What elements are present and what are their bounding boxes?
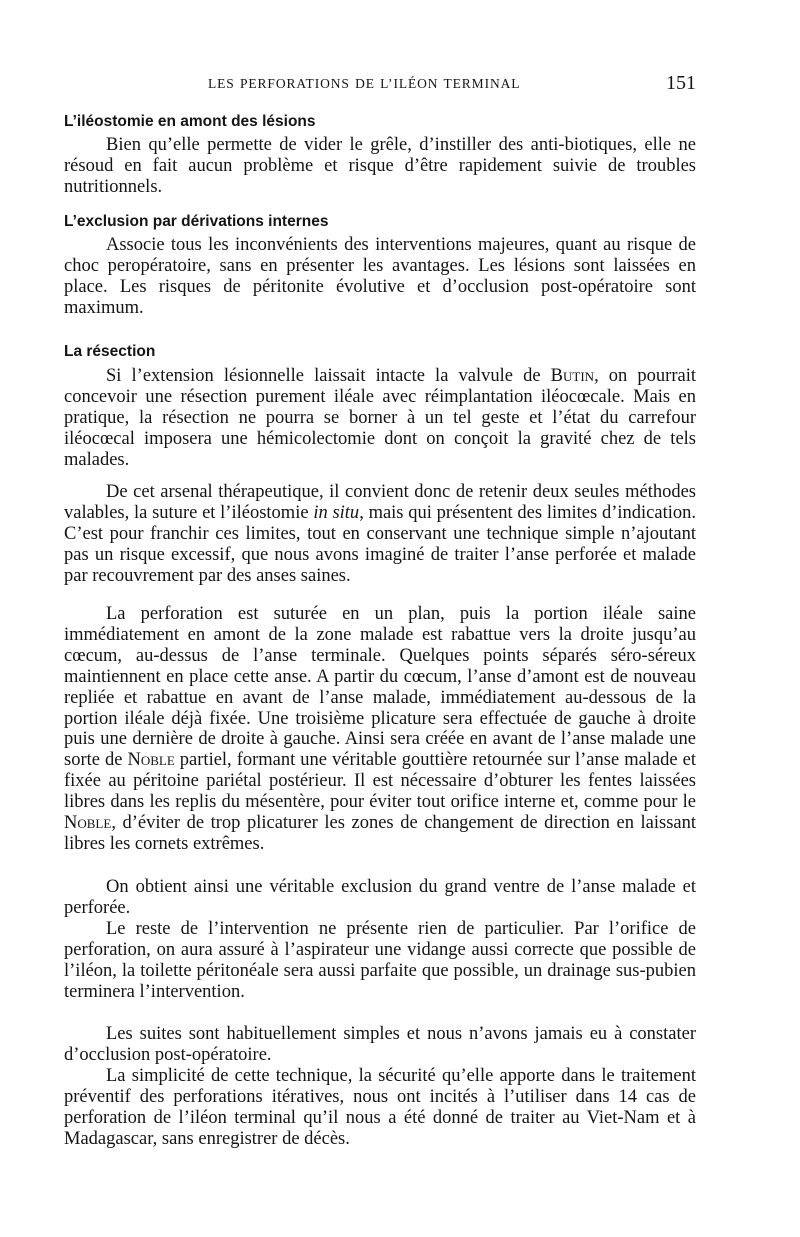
author-name-noble: Noble <box>64 813 112 834</box>
text-run: , mais qui présentent des limites d’indication. C’est pour franchir ces limites, tout en conservant une technique simple n’ajoutant pas un risque excessif, que nous avons imaginé de traiter l’anse perforée et malade par recouvrement par des anses saines. <box>64 502 696 586</box>
text-run: Si l’extension lésionnelle laissait intacte la valvule de <box>106 366 551 386</box>
running-title: LES PERFORATIONS DE L’ILÉON TERMINAL <box>208 76 521 91</box>
text-run: , on pourrait concevoir une résection purement iléale avec réimplantation iléocœcale. Mais en pratique, la résection ne pourra se borner à un tel geste et l’état du carrefour iléocœcal imposera une hémicolectomie dont on conçoit la gravité chez de tels malades. <box>64 366 696 470</box>
paragraph-resection-2 <box>64 482 696 587</box>
text-run: , d’éviter de trop plicaturer les zones de changement de direction en laissant libres les cornets extrêmes. <box>64 813 696 854</box>
page-number: 151 <box>666 72 696 94</box>
text-run: De cet arsenal thérapeutique, il convient donc de retenir deux seules méthodes valables, la suture et l’iléostomie <box>64 482 696 523</box>
paragraph-resection-6: Les suites sont habituellement simples et nous n’avons jamais eu à constater d’occlusion post-opératoire. <box>64 1024 696 1065</box>
paragraph-exclusion: Associe tous les inconvénients des interventions majeures, quant au risque de choc peropératoire, sans en présenter les avantages. Les lésions sont laissées en place. Les risques de péritonite évolutive et d’occlusion post-opératoire sont maximum. <box>64 235 696 318</box>
text-run: La perforation est suturée en un plan, puis la portion iléale saine immédiatement en amont de la zone malade est rabattue vers la droite jusqu’au cœcum, au-dessus de l’anse terminale. Quelques points séparés séro-séreux maintiennent en place cette anse. A partir du cœcum, l’anse d’amont est de nouveau repliée et rabattue en avant de l’anse malade, immédiatement au-dessous de la portion iléale déjà fixée. Une troisième plicature sera effectuée de gauche à droite puis une dernière de droite à gauche. Ainsi sera créée en avant de l’anse malade une sorte de <box>64 604 696 771</box>
paragraph-ileostomie: Bien qu’elle permette de vider le grêle, d’instiller des anti-biotiques, elle ne résoud en fait aucun problème et risque d’être rapidement suivie de troubles nutritionnels. <box>64 135 696 197</box>
paragraph-resection-5: Le reste de l’intervention ne présente rien de particulier. Par l’orifice de perforation, on aura assuré à l’aspirateur une vidange aussi correcte que possible de l’iléon, la toilette péritonéale sera aussi parfaite que possible, un drainage sus-pubien terminera l’intervention. <box>64 919 696 1002</box>
author-name-noble: Noble <box>127 750 175 771</box>
running-head <box>64 72 696 96</box>
paragraph-resection-7: La simplicité de cette technique, la sécurité qu’elle apporte dans le traitement préventif des perforations itératives, nous ont incités à l’utiliser dans 14 cas de perforation de l’iléon terminal qu’il nous a été donné de traiter au Viet-Nam et à Madagascar, sans enregistrer de décès. <box>64 1066 696 1149</box>
section-heading-resection: La résection <box>64 343 156 360</box>
section-heading-ileostomie: L’iléostomie en amont des lésions <box>64 113 316 130</box>
italic-term: in situ <box>313 502 360 523</box>
text-run: partiel, formant une véritable gouttière retournée sur l’anse malade et fixée au péritoine pariétal postérieur. Il est nécessaire d’obturer les fentes laissées libres dans les replis du mésentère, pour éviter tout orifice interne et, comme pour le <box>64 750 696 813</box>
section-heading-exclusion: L’exclusion par dérivations internes <box>64 213 329 230</box>
paragraph-resection-1 <box>64 366 696 471</box>
book-page <box>64 0 696 1237</box>
author-name-butin: Butin <box>550 366 595 386</box>
paragraph-resection-4: On obtient ainsi une véritable exclusion du grand ventre de l’anse malade et perforée. <box>64 877 696 918</box>
paragraph-resection-3 <box>64 604 696 855</box>
